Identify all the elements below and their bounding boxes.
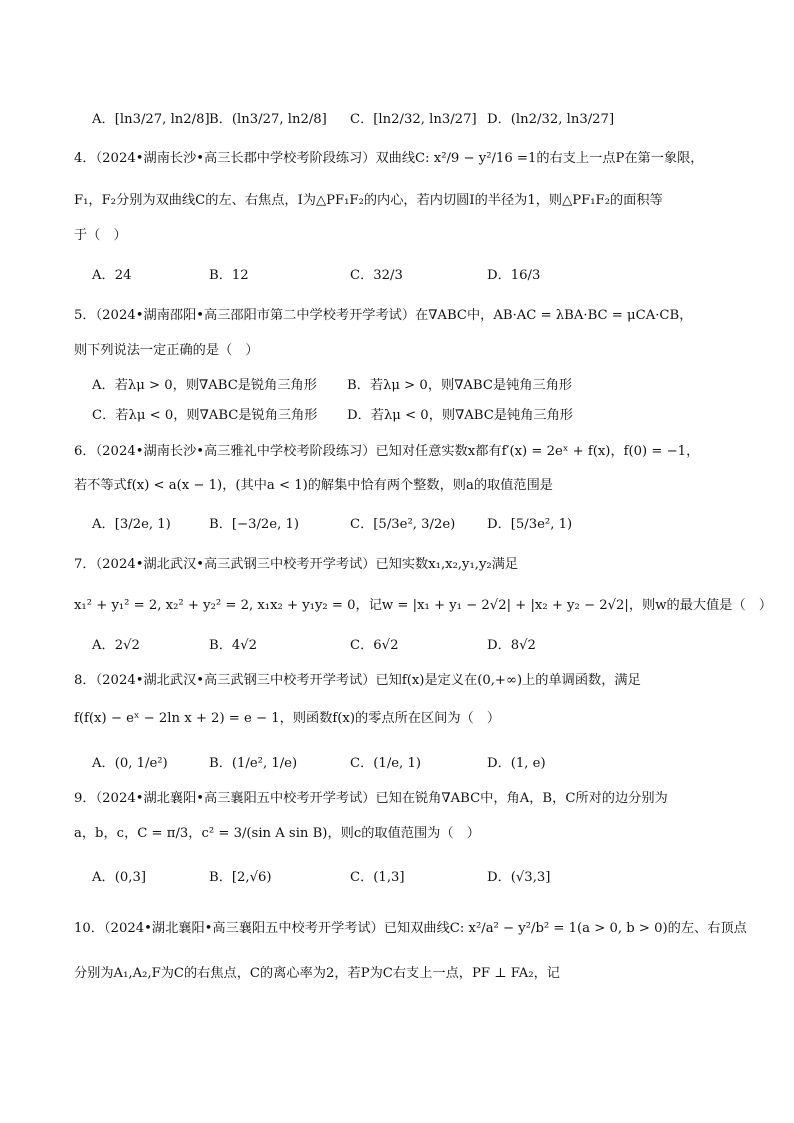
q6-option-c: C．[5/3e², 3/2e): [350, 517, 456, 532]
q3-option-a: A．[ln3/27, ln2/8]: [92, 112, 210, 127]
q9-option-b: B．[2,√6): [209, 870, 272, 885]
q6-stem-line1: 6．（2024•湖南长沙•高三雅礼中学校考阶段练习）已知对任意实数x都有f′(x) = 2eˣ + f(x)，f(0) = −1，: [74, 444, 700, 459]
q8-option-c: C．(1/e, 1): [350, 756, 421, 771]
q10-stem-line2: 分别为A₁,A₂,F为C的右焦点，C的离心率为2，若P为C右支上一点，PF ⊥ FA₂，记: [74, 966, 560, 981]
q8-stem-line2: f(f(x) − eˣ − 2ln x + 2) = e − 1，则函数f(x)的零点所在区间为（ ）: [74, 711, 501, 726]
q4-stem-line2: F₁，F₂分别为双曲线C的左、右焦点，I为△PF₁F₂的内心，若内切圆I的半径为1，则△PF₁F₂的面积等: [74, 193, 663, 208]
q3-option-d: D．(ln2/32, ln3/27]: [487, 112, 615, 127]
q9-stem-line2: a，b，c，C = π/3，c² = 3/(sin A sin B)，则c的取值范围为（ ）: [74, 826, 480, 841]
q7-stem-line1: 7．（2024•湖北武汉•高三武钢三中校考开学考试）已知实数x₁,x₂,y₁,y₂满足: [74, 557, 519, 572]
q3-option-b: B．(ln3/27, ln2/8]: [209, 112, 327, 127]
q5-option-b: B．若λμ > 0，则∇ABC是钝角三角形: [347, 378, 573, 393]
q8-stem-line1: 8．（2024•湖北武汉•高三武钢三中校考开学考试）已知f(x)是定义在(0,+∞)上的单调函数，满足: [74, 673, 641, 688]
q3-option-c: C．[ln2/32, ln3/27]: [350, 112, 477, 127]
q4-option-d: D．16/3: [487, 268, 541, 283]
q9-stem-line1: 9．（2024•湖北襄阳•高三襄阳五中校考开学考试）已知在锐角∇ABC中，角A，B，C所对的边分别为: [74, 791, 668, 806]
q8-option-b: B．(1/e², 1/e): [209, 756, 298, 771]
q6-option-d: D．[5/3e², 1): [487, 517, 573, 532]
q4-option-a: A．24: [92, 268, 132, 283]
q8-option-a: A．(0, 1/e²): [92, 756, 168, 771]
q5-option-a: A．若λμ > 0，则∇ABC是锐角三角形: [92, 378, 317, 393]
q7-stem-line2: x₁² + y₁² = 2, x₂² + y₂² = 2, x₁x₂ + y₁y₂ = 0，记w = |x₁ + y₁ − 2√2| + |x₂ + y₂ − 2√2|，则w的最大值是（ ）: [74, 598, 773, 613]
q10-stem-line1: 10．（2024•湖北襄阳•高三襄阳五中校考开学考试）已知双曲线C: x²/a² − y²/b² = 1(a > 0, b > 0)的左、右顶点: [74, 921, 747, 936]
q5-option-c: C．若λμ < 0，则∇ABC是锐角三角形: [92, 408, 318, 423]
q4-stem-line3: 于（ ）: [74, 228, 127, 243]
q6-option-b: B．[−3/2e, 1): [209, 517, 300, 532]
q4-stem-line1: 4．（2024•湖南长沙•高三长郡中学校考阶段练习）双曲线C: x²/9 − y²/16 =1的右支上一点P在第一象限，: [74, 151, 704, 166]
q8-option-d: D．(1, e): [487, 756, 546, 771]
q7-option-d: D．8√2: [487, 638, 536, 653]
q9-option-d: D．(√3,3]: [487, 870, 551, 885]
q4-option-b: B．12: [209, 268, 249, 283]
q9-option-c: C．(1,3]: [350, 870, 405, 885]
q5-stem-line1: 5．（2024•湖南邵阳•高三邵阳市第二中学校考开学考试）在∇ABC中，AB·AC = λBA·BC = μCA·CB，: [74, 308, 693, 323]
q7-option-c: C．6√2: [350, 638, 399, 653]
q4-option-c: C．32/3: [350, 268, 403, 283]
q6-option-a: A．[3/2e, 1): [92, 517, 171, 532]
q7-option-b: B．4√2: [209, 638, 258, 653]
q7-option-a: A．2√2: [92, 638, 140, 653]
q5-option-d: D．若λμ < 0，则∇ABC是钝角三角形: [347, 408, 573, 423]
q9-option-a: A．(0,3]: [92, 870, 146, 885]
q5-stem-line2: 则下列说法一定正确的是（ ）: [74, 343, 259, 358]
q6-stem-line2: 若不等式f(x) < a(x − 1)，(其中a < 1)的解集中恰有两个整数，则a的取值范围是: [74, 478, 553, 493]
